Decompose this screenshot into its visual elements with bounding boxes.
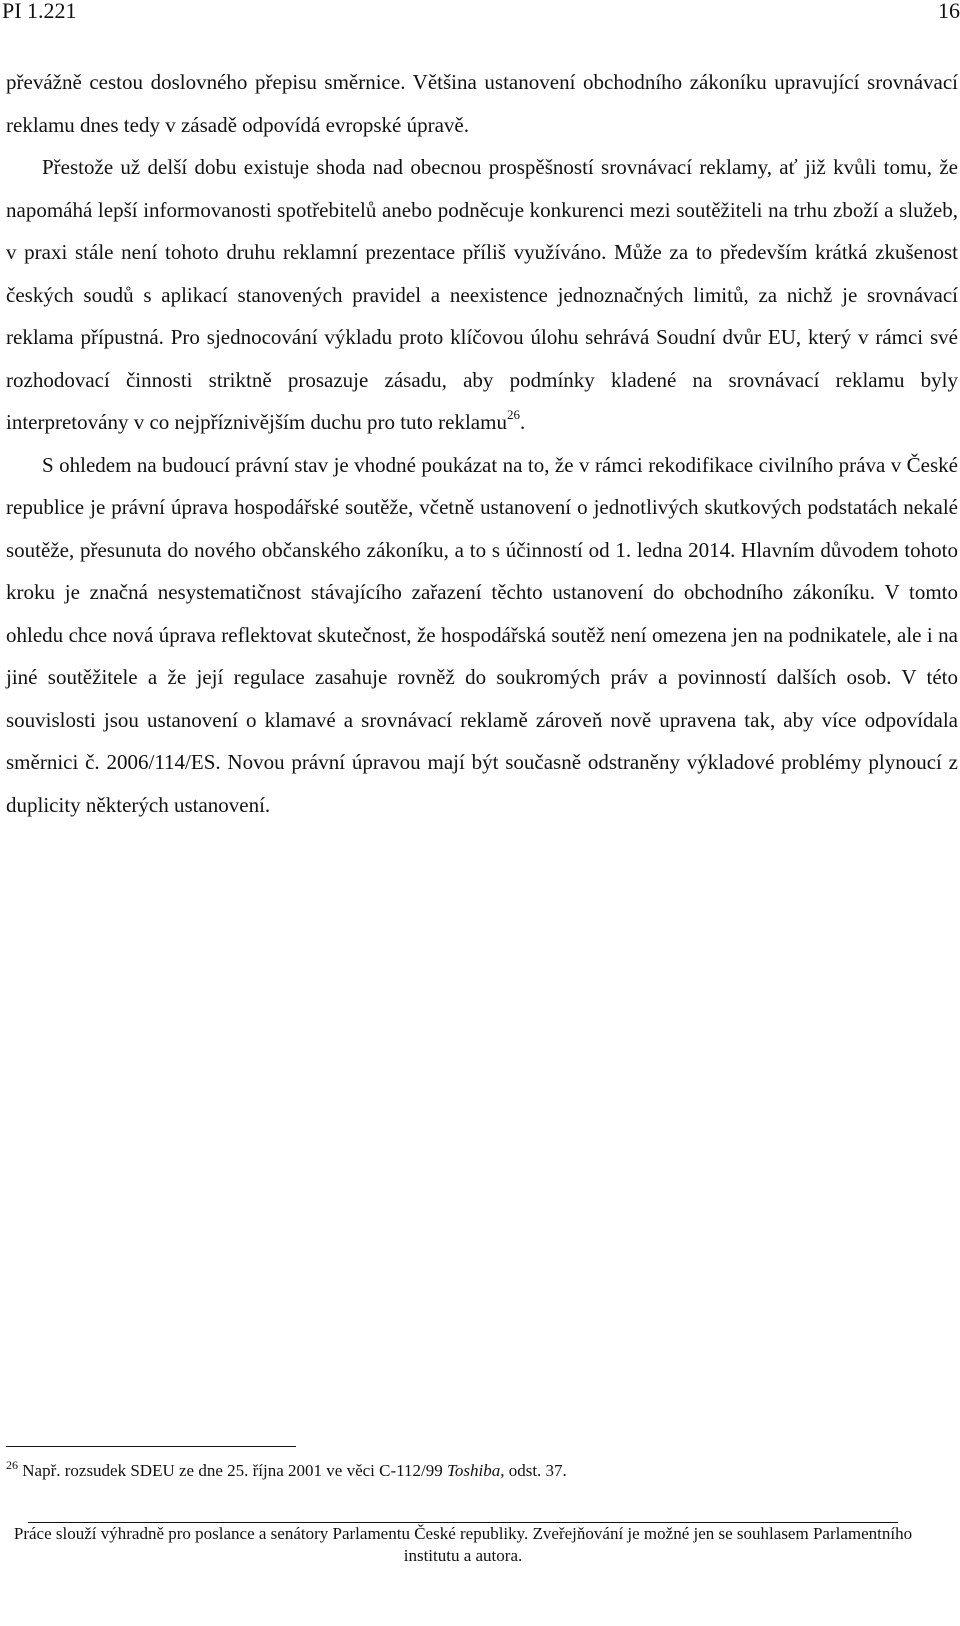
paragraph-3: S ohledem na budoucí právní stav je vhodné poukázat na to, že v rámci rekodifikace civilního práva v České republice je právní úprava hospodářské soutěže, včetně ustanovení o jednotlivých skutkových podstatách nekalé soutěže, přesunuta do nového občanského zákoníku, a to s účinností od 1. ledna 2014. Hlavním důvodem tohoto kroku je značná nesystematičnost stávajícího zařazení těchto ustanovení do obchodního zákoníku. V tomto ohledu chce nová úprava reflektovat skutečnost, že hospodářská soutěž není omezena jen na podnikatele, ale i na jiné soutěžitele a že její regulace zasahuje rovněž do soukromých práv a povinností dalších osob. V této souvislosti jsou ustanovení o klamavé a srovnávací reklamě zároveň nově upravena tak, aby více odpovídala směrnici č. 2006/114/ES. Novou právní úpravou mají být současně odstraněny výkladové problémy plynoucí z duplicity některých ustanovení.: [6, 452, 958, 817]
page-number: 16: [938, 0, 960, 23]
footnote-text: Např. rozsudek SDEU ze dne 25. října 2001 ve věci C-112/99: [18, 1461, 447, 1480]
document-id: PI 1.221: [2, 0, 77, 23]
paragraph-2-text: Přestože už delší dobu existuje shoda nad obecnou prospěšností srovnávací reklamy, ať již kvůli tomu, že napomáhá lepší informovanosti spotřebitelů anebo podněcuje konkurenci mezi soutěžiteli na trhu zboží a služeb, v praxi stále není tohoto druhu reklamní prezentace příliš využíváno. Může za to především krátká zkušenost českých soudů s aplikací stanovených pravidel a neexistence jednoznačných limitů, za nichž je srovnávací reklama přípustná. Pro sjednocování výkladu proto klíčovou úlohu sehrává Soudní dvůr EU, který v rámci své rozhodovací činnosti striktně prosazuje zásadu, aby podmínky kladené na srovnávací reklamu byly interpretovány v co nejpříznivějším duchu pro tuto reklamu: [6, 155, 958, 434]
footnote-case-name: Toshiba: [446, 1461, 501, 1480]
footnote: [6, 1460, 946, 1482]
paragraph-1: převážně cestou doslovného přepisu směrnice. Většina ustanovení obchodního zákoníku upravující srovnávací reklamu dnes tedy v zásadě odpovídá evropské úpravě.: [6, 70, 958, 137]
body-text: [6, 61, 958, 826]
footnote-reference[interactable]: 26: [506, 407, 520, 422]
paragraph-2-end: .: [519, 410, 526, 434]
page-footer: Práce slouží výhradně pro poslance a senátory Parlamentu České republiky. Zveřejňování je možné jen se souhlasem Parlamentního institutu a autora.: [13, 1524, 913, 1565]
footnote-divider: [6, 1446, 296, 1447]
footnote-number: 26: [6, 1458, 18, 1472]
page-header: [0, 0, 960, 30]
footnote-text-end: , odst. 37.: [500, 1461, 567, 1480]
paragraph-2: [6, 146, 958, 444]
